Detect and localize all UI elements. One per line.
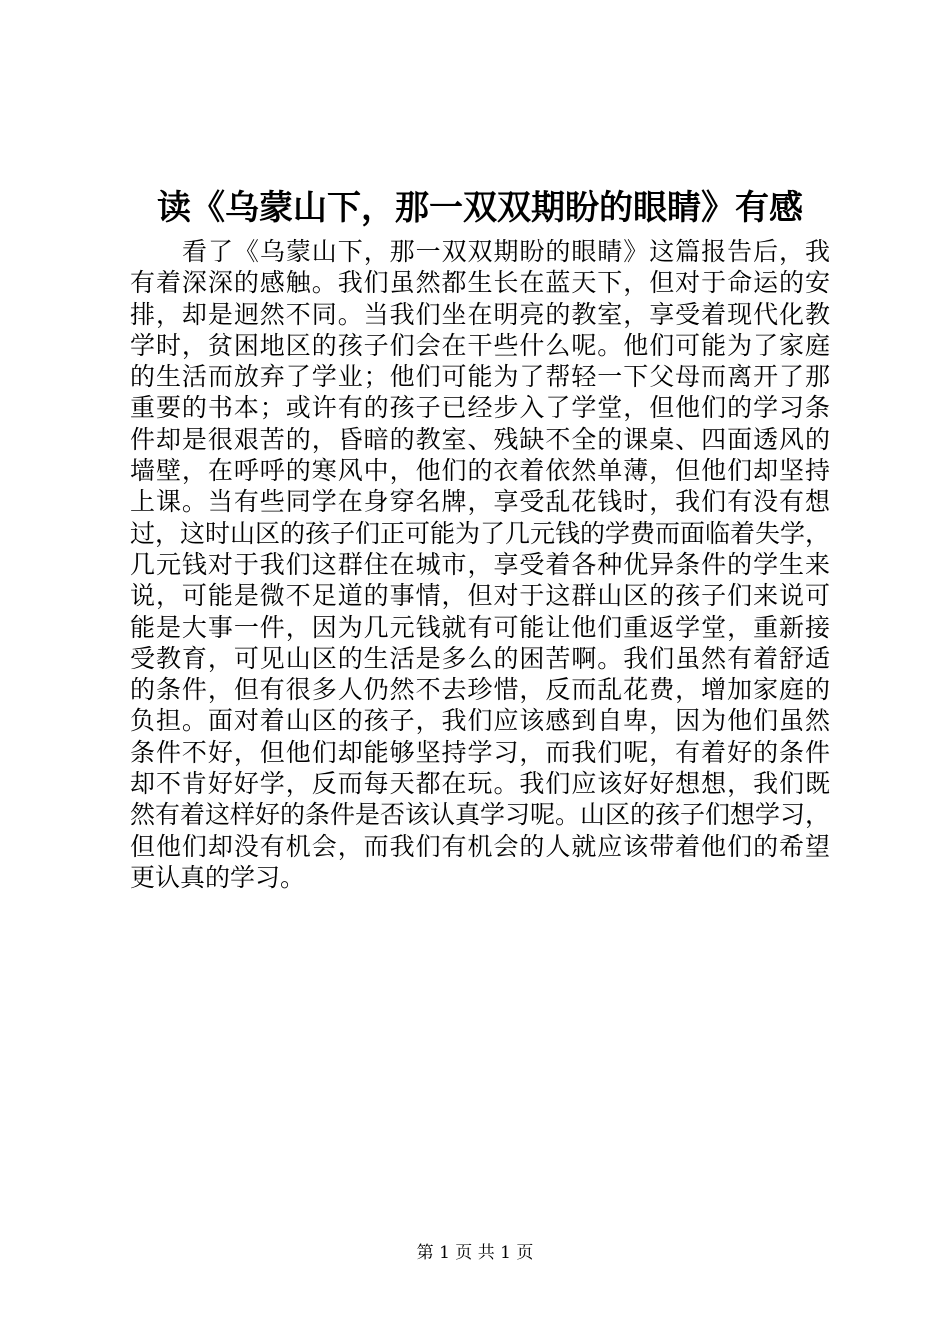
body-line: 却不肯好好学，反而每天都在玩。我们应该好好想想，我们既 (130, 769, 830, 799)
body-line: 负担。面对着山区的孩子，我们应该感到自卑，因为他们虽然 (130, 706, 830, 736)
body-line: 的条件，但有很多人仍然不去珍惜，反而乱花费，增加家庭的 (130, 675, 830, 705)
body-line: 但他们却没有机会，而我们有机会的人就应该带着他们的希望 (130, 831, 830, 861)
body-line: 过，这时山区的孩子们正可能为了几元钱的学费而面临着失学， (130, 518, 830, 548)
body-line: 能是大事一件，因为几元钱就有可能让他们重返学堂，重新接 (130, 612, 830, 642)
body-line: 学时，贫困地区的孩子们会在干些什么呢。他们可能为了家庭 (130, 330, 830, 360)
body-line: 条件不好，但他们却能够坚持学习，而我们呢，有着好的条件 (130, 737, 830, 767)
page-number-footer: 第 1 页 共 1 页 (416, 1243, 534, 1263)
body-line: 几元钱对于我们这群住在城市，享受着各种优异条件的学生来 (130, 549, 830, 579)
body-line: 有着深深的感触。我们虽然都生长在蓝天下，但对于命运的安 (130, 268, 830, 298)
document-body (130, 236, 830, 893)
document-title: 读《乌蒙山下，那一双双期盼的眼睛》有感 (157, 188, 803, 228)
body-line: 更认真的学习。 (130, 862, 306, 892)
body-line: 排，却是迥然不同。当我们坐在明亮的教室，享受着现代化教 (130, 299, 830, 329)
body-line: 重要的书本；或许有的孩子已经步入了学堂，但他们的学习条 (130, 393, 830, 423)
body-line: 受教育，可见山区的生活是多么的困苦啊。我们虽然有着舒适 (130, 643, 830, 673)
body-line: 上课。当有些同学在身穿名牌，享受乱花钱时，我们有没有想 (130, 487, 830, 517)
body-line: 看了《乌蒙山下，那一双双期盼的眼睛》这篇报告后，我 (182, 237, 830, 266)
body-line: 的生活而放弃了学业；他们可能为了帮轻一下父母而离开了那 (130, 362, 830, 392)
body-line: 墙壁，在呼呼的寒风中，他们的衣着依然单薄，但他们却坚持 (130, 456, 830, 486)
body-line: 件却是很艰苦的，昏暗的教室、残缺不全的课桌、四面透风的 (130, 424, 830, 454)
body-line: 然有着这样好的条件是否该认真学习呢。山区的孩子们想学习， (130, 800, 830, 830)
body-line: 说，可能是微不足道的事情，但对于这群山区的孩子们来说可 (130, 581, 830, 611)
